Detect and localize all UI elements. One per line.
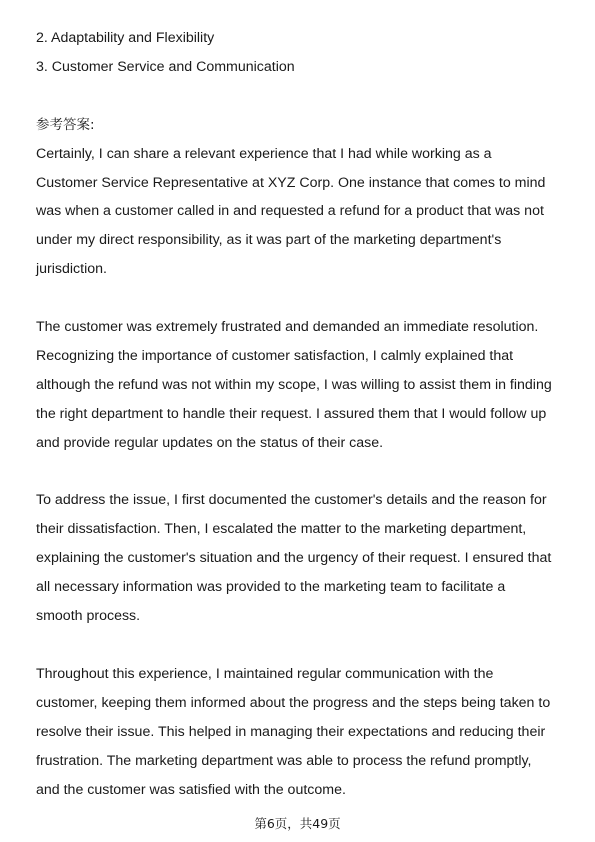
page-number-footer: 第6页，共49页 — [254, 816, 341, 831]
paragraph-gap — [36, 458, 561, 487]
spacer — [36, 82, 561, 111]
paragraph-line: although the refund was not within my scope, I was willing to assist them in finding — [36, 376, 552, 393]
paragraph-gap — [36, 284, 561, 313]
competency-list — [36, 24, 561, 82]
paragraph-line: Throughout this experience, I maintained regular communication with the — [36, 665, 494, 682]
paragraph-line: under my direct responsibility, as it was part of the marketing department's — [36, 232, 502, 249]
paragraph-line: and provide regular updates on the status of their case. — [36, 434, 384, 451]
answer-paragraph-4 — [36, 660, 561, 805]
paragraph-line: was when a customer called in and requested a refund for a product that was not — [36, 203, 544, 220]
paragraph-line: Recognizing the importance of customer satisfaction, I calmly explained that — [36, 347, 514, 364]
list-item: 2. Adaptability and Flexibility — [36, 30, 215, 46]
answer-heading: 参考答案: — [36, 116, 95, 133]
paragraph-line: Certainly, I can share a relevant experience that I had while working as a — [36, 145, 492, 162]
paragraph-line: explaining the customer's situation and the urgency of their request. I ensured that — [36, 550, 552, 567]
paragraph-line: resolve their issue. This helped in managing their expectations and reducing their — [36, 723, 546, 740]
paragraph-line: frustration. The marketing department was able to process the refund promptly, — [36, 752, 532, 769]
page-content — [36, 24, 561, 804]
list-item: 3. Customer Service and Communication — [36, 58, 295, 75]
paragraph-line: customer, keeping them informed about the progress and the steps being taken to — [36, 694, 551, 711]
paragraph-line: all necessary information was provided to the marketing team to facilitate a — [36, 579, 506, 596]
paragraph-gap — [36, 631, 561, 660]
paragraph-line: To address the issue, I first documented the customer's details and the reason for — [36, 492, 547, 509]
paragraph-line: Customer Service Representative at XYZ Corp. One instance that comes to mind — [36, 174, 546, 191]
answer-paragraph-2 — [36, 313, 561, 458]
paragraph-line: their dissatisfaction. Then, I escalated the matter to the marketing department, — [36, 521, 527, 538]
paragraph-line: and the customer was satisfied with the outcome. — [36, 781, 346, 798]
paragraph-line: smooth process. — [36, 608, 141, 625]
paragraph-line: the right department to handle their request. I assured them that I would follow up — [36, 405, 547, 422]
paragraph-line: The customer was extremely frustrated and demanded an immediate resolution. — [36, 319, 539, 336]
answer-paragraph-3 — [36, 486, 561, 631]
paragraph-line: jurisdiction. — [36, 261, 107, 278]
answer-paragraph-1 — [36, 140, 561, 285]
